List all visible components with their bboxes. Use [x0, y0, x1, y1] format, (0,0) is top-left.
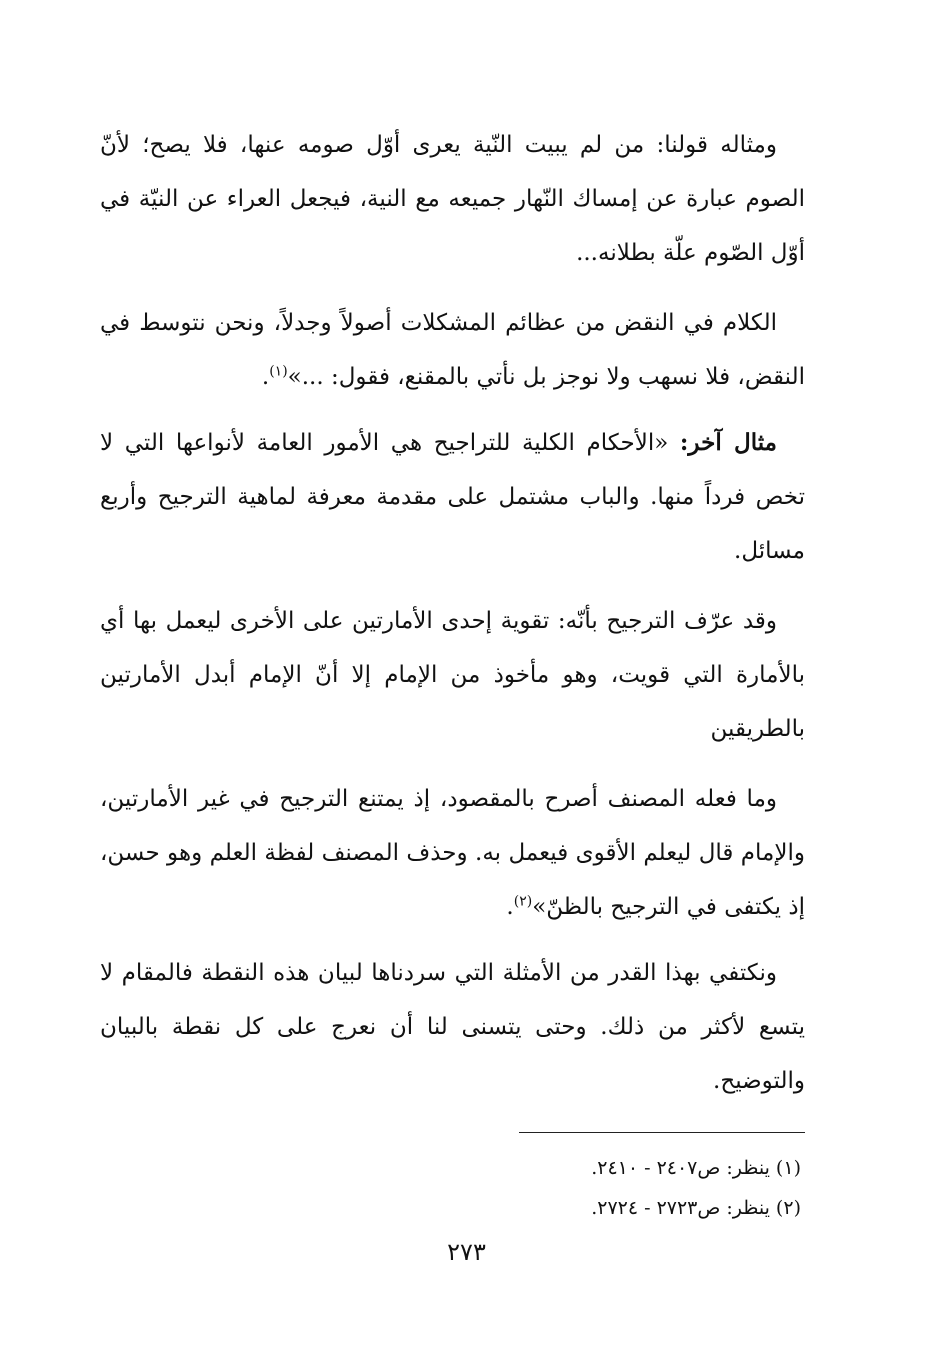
- footnote-ref-1[interactable]: (١): [269, 363, 288, 380]
- paragraph-1: [100, 118, 805, 280]
- paragraph-2: [100, 296, 805, 404]
- paragraph-5: [100, 772, 805, 934]
- page-number: ٢٧٣: [447, 1238, 486, 1266]
- paragraph-2-text: الكلام في النقض من عظائم المشكلات أصولاً وجدلاً، ونحن نتوسط في النقض، فلا نسهب ولا نوجز بل نأتي بالمقنع، فقول: ...»: [100, 310, 805, 390]
- paragraph-5-tail: .: [506, 894, 514, 920]
- paragraph-3-text: «الأحكام الكلية للتراجيح هي الأمور العامة لأنواعها التي لا تخص فرداً منها. والباب مشتمل على مقدمة معرفة لماهية الترجيح وأربع مسائل.: [100, 430, 805, 564]
- footnotes: [100, 1148, 805, 1228]
- footnote-divider: [519, 1132, 805, 1133]
- footnote-1: (١) ينظر: ص٢٤٠٧ - ٢٤١٠.: [591, 1157, 801, 1179]
- footnote-2: (٢) ينظر: ص٢٧٢٣ - ٢٧٢٤.: [591, 1197, 801, 1219]
- paragraph-6: [100, 946, 805, 1108]
- main-text: [100, 118, 805, 1124]
- paragraph-3: [100, 416, 805, 578]
- paragraph-5-text: وما فعله المصنف أصرح بالمقصود، إذ يمتنع الترجيح في غير الأمارتين، والإمام قال ليعلم الأقوى فيعمل به. وحذف المصنف لفظة العلم وهو حسن، إذ يكتفى في الترجيح بالظنّ»: [100, 786, 805, 920]
- paragraph-4: [100, 594, 805, 756]
- paragraph-3-lead: مثال آخر:: [679, 429, 777, 456]
- paragraph-2-tail: .: [261, 364, 270, 390]
- paragraph-1-text: ومثاله قولنا: من لم يبيت النّية يعرى أوّل صومه عنها، فلا يصح؛ لأنّ الصوم عبارة عن إمساك النّهار جميعه مع النية، فيجعل العراء عن النيّة في أوّل الصّوم علّة بطلانه...: [100, 132, 805, 266]
- footnote-ref-2[interactable]: (٢): [513, 893, 533, 910]
- paragraph-6-text: ونكتفي بهذا القدر من الأمثلة التي سردناها لبيان هذه النقطة فالمقام لا يتسع لأكثر من ذلك. وحتى يتسنى لنا أن نعرج على كل نقطة بالبيان والتوضيح.: [100, 960, 805, 1094]
- paragraph-4-text: وقد عرّف الترجيح بأنّه: تقوية إحدى الأمارتين على الأخرى ليعمل بها أي بالأمارة التي قويت، وهو مأخوذ من الإمام إلا أنّ الإمام أبدل الأمارتين بالطريقين: [100, 608, 805, 742]
